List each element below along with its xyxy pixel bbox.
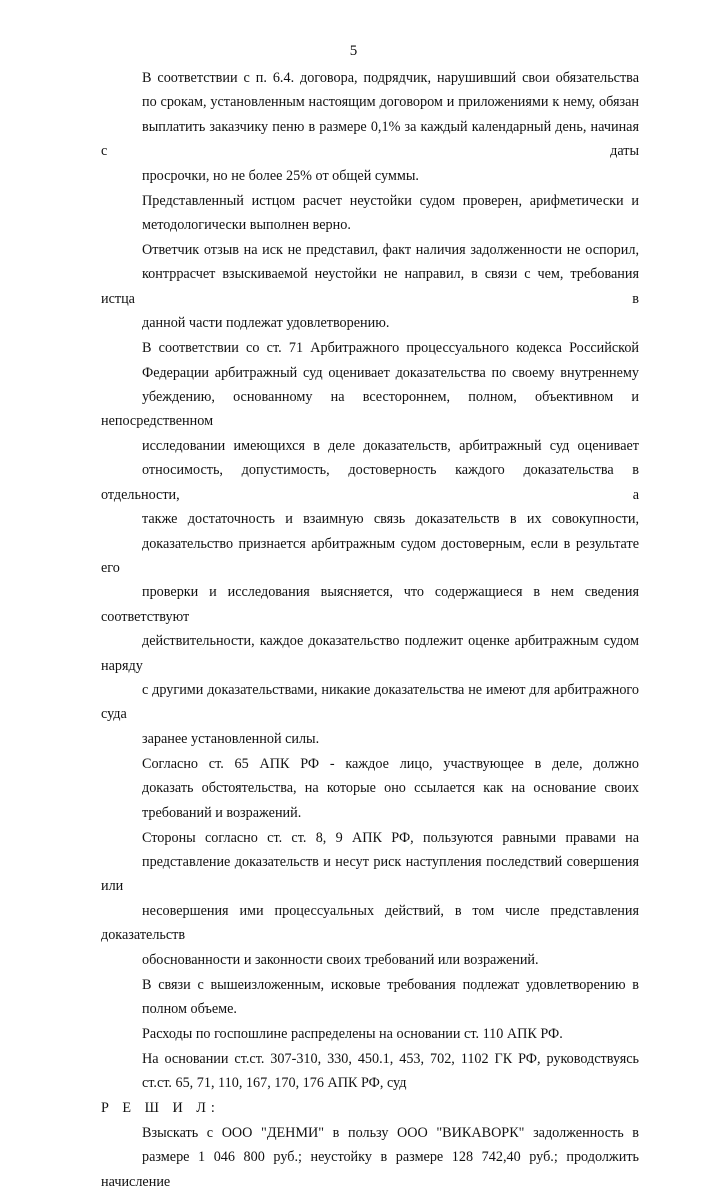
text-line: выплатить заказчику пеню в размере 0,1% за каждый календарный день, начиная с даты <box>101 118 639 160</box>
text-line: ст.ст. 65, 71, 110, 167, 170, 176 АПК РФ, суд <box>142 1075 407 1092</box>
paragraph-recovery <box>101 1121 639 1194</box>
text-line: Расходы по госпошлине распределены на основании ст. 110 АПК РФ. <box>142 1026 563 1042</box>
decision-heading: Р Е Ш И Л: <box>101 1100 220 1117</box>
paragraph-contract-penalty <box>101 66 639 188</box>
paragraph-equal-rights <box>101 826 639 972</box>
text-line: несовершения ими процессуальных действий, в том числе представления доказательств <box>101 902 639 944</box>
text-line: На основании ст.ст. 307-310, 330, 450.1, 453, 702, 1102 ГК РФ, руководствуясь <box>142 1051 639 1067</box>
text-line: Представленный истцом расчет неустойки судом проверен, арифметически и <box>142 192 639 209</box>
text-line: полном объеме. <box>142 1001 237 1017</box>
text-line: данной части подлежат удовлетворению. <box>142 315 390 332</box>
document-body <box>101 66 639 1195</box>
text-line: В связи с вышеизложенным, исковые требования подлежат удовлетворению в <box>142 976 639 993</box>
text-line: просрочки, но не более 25% от общей суммы. <box>142 167 419 184</box>
text-line: размере 1 046 800 руб.; неустойку в размере 128 742,40 руб.; продолжить начисление <box>101 1149 639 1190</box>
text-line: по срокам, установленным настоящим договором и приложениями к нему, обязан <box>142 94 639 111</box>
paragraph-legal-basis <box>101 1047 639 1096</box>
text-line: Взыскать с ООО "ДЕНМИ" в пользу ООО "ВИКАВОРК" задолженность в <box>142 1124 639 1141</box>
paragraph-state-fee <box>101 1022 639 1046</box>
text-line: Ответчик отзыв на иск не представил, факт наличия задолженности не оспорил, <box>142 242 639 259</box>
paragraph-claims-satisfied <box>101 973 639 1022</box>
text-line: также достаточность и взаимную связь доказательств в их совокупности, <box>142 511 639 528</box>
text-line: обоснованности и законности своих требований или возражений. <box>142 951 539 968</box>
text-line: действительности, каждое доказательство подлежит оценке арбитражным судом наряду <box>101 633 639 674</box>
paragraph-evidence-assessment <box>101 336 639 751</box>
text-line: контррасчет взыскиваемой неустойки не направил, в связи с чем, требования истца в <box>101 266 639 307</box>
text-line: исследовании имеющихся в деле доказательств, арбитражный суд оценивает <box>142 437 639 454</box>
text-line: относимость, допустимость, достоверность каждого доказательства в отдельности, а <box>101 462 639 503</box>
text-line: заранее установленной силы. <box>142 730 320 747</box>
text-line: доказательство признается арбитражным судом достоверным, если в результате его <box>101 535 639 576</box>
paragraph-defendant-response <box>101 238 639 336</box>
text-line: В соответствии с п. 6.4. договора, подрядчик, нарушивший свои обязательства <box>142 70 639 86</box>
text-line: проверки и исследования выясняется, что содержащиеся в нем сведения соответствуют <box>101 584 639 625</box>
text-line: Согласно ст. 65 АПК РФ - каждое лицо, участвующее в деле, должно <box>142 755 639 772</box>
text-line: доказать обстоятельства, на которые оно ссылается как на основание своих <box>142 780 639 797</box>
text-line: требований и возражений. <box>142 804 302 821</box>
text-line: убеждению, основанному на всестороннем, полном, объективном и непосредственном <box>101 389 639 430</box>
text-line: Стороны согласно ст. ст. 8, 9 АПК РФ, пользуются равными правами на <box>142 829 639 846</box>
text-line: В соответствии со ст. 71 Арбитражного процессуального кодекса Российской <box>142 340 639 357</box>
text-line: с другими доказательствами, никакие доказательства не имеют для арбитражного суда <box>101 681 639 723</box>
paragraph-burden-of-proof <box>101 752 639 825</box>
page-number: 5 <box>349 43 358 59</box>
text-line: представление доказательств и несут риск наступления последствий совершения или <box>101 853 639 895</box>
paragraph-calculation-verified <box>101 189 639 238</box>
text-line: Федерации арбитражный суд оценивает доказательства по своему внутреннему <box>142 364 639 381</box>
text-line: методологически выполнен верно. <box>142 217 351 234</box>
